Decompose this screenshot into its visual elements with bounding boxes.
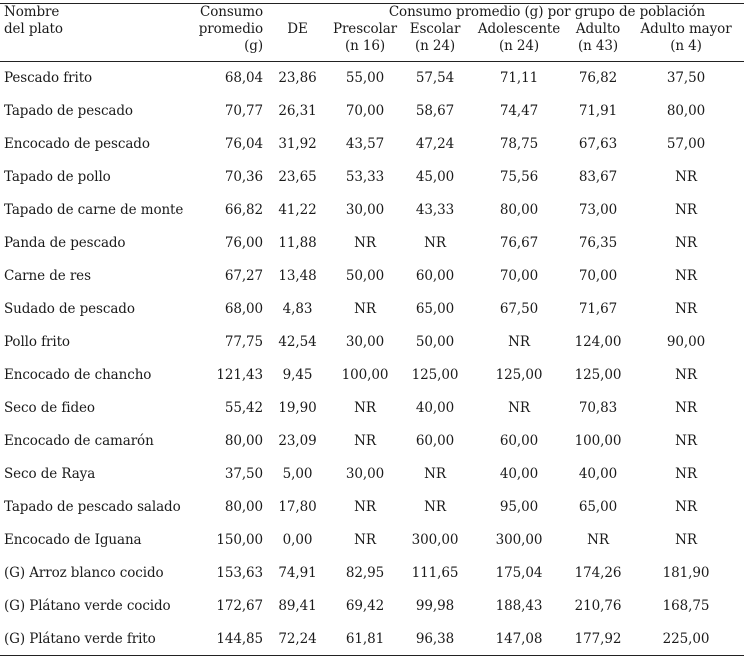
cell-adulto-mayor: NR	[675, 366, 697, 383]
cell-adulto: 71,91	[578, 102, 618, 119]
cell-adolescente: 76,67	[499, 234, 539, 251]
cell-de: 0,00	[282, 531, 313, 548]
header-group-escolar	[400, 21, 470, 62]
cell-de: 31,92	[278, 135, 317, 152]
cell-prescolar: 69,42	[345, 597, 385, 614]
group-n: (n 24)	[498, 38, 540, 54]
cell-dish-name: Tapado de pollo	[4, 168, 111, 185]
cell-consumo-promedio: 150,00	[216, 531, 263, 548]
cell-prescolar: 70,00	[345, 102, 385, 119]
cell-adulto: 174,26	[574, 564, 622, 581]
cell-escolar: 65,00	[415, 300, 455, 317]
cell-escolar: 45,00	[415, 168, 455, 185]
cell-escolar: 111,65	[411, 564, 459, 581]
cell-de: 74,91	[278, 564, 317, 581]
table-body	[0, 62, 744, 656]
cell-adulto: 70,00	[578, 267, 618, 284]
group-label: Adolescente	[477, 21, 561, 37]
cell-de: 17,80	[278, 498, 317, 515]
header-group-adulto	[568, 21, 628, 62]
cell-dish-name: Tapado de pescado	[4, 102, 133, 119]
cell-adulto-mayor: 37,50	[666, 70, 706, 86]
cell-escolar: 58,67	[415, 102, 455, 119]
cell-escolar: 57,54	[415, 70, 455, 86]
header-group-adulto-mayor	[628, 21, 744, 62]
cell-adolescente: 40,00	[499, 465, 539, 482]
cell-consumo-promedio: 121,43	[216, 366, 263, 383]
cell-dish-name: Tapado de carne de monte	[4, 201, 184, 218]
cell-escolar: 300,00	[411, 531, 459, 548]
cell-adulto: 67,63	[578, 135, 618, 152]
table-row	[0, 589, 744, 622]
cell-prescolar: 50,00	[345, 267, 385, 284]
table-row	[0, 391, 744, 424]
cell-de: 41,22	[278, 201, 317, 218]
cell-adulto-mayor: 57,00	[666, 135, 706, 152]
table-row	[0, 490, 744, 523]
cell-adulto: 71,67	[578, 300, 618, 317]
cell-adolescente: 78,75	[499, 135, 539, 152]
cell-escolar: 125,00	[411, 366, 459, 383]
cell-consumo-promedio: 70,36	[224, 168, 263, 185]
group-label: Prescolar	[332, 21, 398, 37]
cell-prescolar: NR	[354, 300, 376, 317]
cell-dish-name: Seco de Raya	[4, 465, 96, 482]
cell-consumo-promedio: 172,67	[216, 597, 263, 614]
cell-adulto: 177,92	[574, 630, 622, 647]
cell-consumo-promedio: 37,50	[224, 465, 263, 482]
table-row	[0, 358, 744, 391]
cell-escolar: NR	[424, 465, 446, 482]
cell-escolar: 99,98	[415, 597, 455, 614]
cell-adulto-mayor: NR	[675, 465, 697, 482]
cell-dish-name: (G) Plátano verde cocido	[4, 597, 171, 614]
consumption-table	[0, 3, 744, 656]
table-row	[0, 325, 744, 358]
cell-adolescente: NR	[508, 333, 530, 350]
cell-prescolar: NR	[354, 432, 376, 449]
table-row	[0, 193, 744, 226]
cell-dish-name: (G) Plátano verde frito	[4, 630, 156, 647]
cell-escolar: 50,00	[415, 333, 455, 350]
cell-de: 11,88	[278, 234, 317, 251]
table-row	[0, 622, 744, 656]
cell-consumo-promedio: 67,27	[224, 267, 263, 284]
table-row	[0, 226, 744, 259]
cell-de: 13,48	[278, 267, 317, 284]
cell-adulto-mayor: NR	[675, 432, 697, 449]
header-de-spacer	[265, 4, 330, 22]
cell-prescolar: NR	[354, 234, 376, 251]
cell-dish-name: Encocado de Iguana	[4, 531, 142, 548]
cell-prescolar: NR	[354, 531, 376, 548]
cell-adulto-mayor: 225,00	[662, 630, 710, 647]
cell-prescolar: 30,00	[345, 465, 385, 482]
group-label: Adulto mayor	[640, 21, 732, 37]
cell-adulto-mayor: NR	[675, 399, 697, 416]
cell-adulto: 40,00	[578, 465, 618, 482]
cell-adulto-mayor: 168,75	[662, 597, 710, 614]
cell-adolescente: 60,00	[499, 432, 539, 449]
cell-adolescente: 95,00	[499, 498, 539, 515]
cell-prescolar: 43,57	[345, 135, 385, 152]
cell-adolescente: 147,08	[495, 630, 543, 647]
cell-adulto: 70,83	[578, 399, 618, 416]
cell-dish-name: Tapado de pescado salado	[4, 498, 181, 515]
cell-prescolar: 82,95	[345, 564, 385, 581]
cell-escolar: 43,33	[415, 201, 455, 218]
cell-adulto-mayor: NR	[675, 498, 697, 515]
cell-adolescente: 300,00	[495, 531, 543, 548]
cell-de: 89,41	[278, 597, 317, 614]
header-consumo-line2: promedio (g)	[198, 21, 263, 54]
cell-adulto: NR	[587, 531, 609, 548]
header-de: DE	[287, 21, 308, 37]
cell-escolar: 60,00	[415, 432, 455, 449]
cell-escolar: 60,00	[415, 267, 455, 284]
cell-consumo-promedio: 76,04	[224, 135, 263, 152]
cell-prescolar: 30,00	[345, 201, 385, 218]
cell-prescolar: 30,00	[345, 333, 385, 350]
cell-adulto: 65,00	[578, 498, 618, 515]
cell-de: 72,24	[278, 630, 317, 647]
cell-prescolar: NR	[354, 498, 376, 515]
cell-adolescente: 80,00	[499, 201, 539, 218]
cell-dish-name: Encocado de camarón	[4, 432, 154, 449]
cell-prescolar: 100,00	[341, 366, 389, 383]
header-consumo-line1: Consumo	[199, 4, 263, 20]
cell-de: 26,31	[278, 102, 317, 119]
cell-consumo-promedio: 68,00	[224, 300, 263, 317]
cell-dish-name: Carne de res	[4, 267, 91, 284]
cell-adolescente: 188,43	[495, 597, 543, 614]
cell-adulto-mayor: NR	[675, 168, 697, 185]
cell-prescolar: NR	[354, 399, 376, 416]
cell-escolar: NR	[424, 234, 446, 251]
cell-dish-name: Encocado de chancho	[4, 366, 152, 383]
group-label: Escolar	[409, 21, 461, 37]
group-n: (n 4)	[670, 38, 702, 54]
cell-prescolar: 55,00	[345, 70, 385, 86]
cell-adolescente: 67,50	[499, 300, 539, 317]
table-row	[0, 160, 744, 193]
table-row	[0, 523, 744, 556]
cell-dish-name: Pollo frito	[4, 333, 70, 350]
cell-adulto-mayor: NR	[675, 300, 697, 317]
cell-prescolar: 61,81	[345, 630, 385, 647]
cell-consumo-promedio: 66,82	[224, 201, 263, 218]
cell-consumo-promedio: 153,63	[216, 564, 263, 581]
cell-de: 23,65	[278, 168, 317, 185]
table-header	[0, 4, 744, 62]
cell-adulto-mayor: 90,00	[666, 333, 706, 350]
table-row	[0, 457, 744, 490]
cell-adolescente: 70,00	[499, 267, 539, 284]
cell-consumo-promedio: 55,42	[224, 399, 263, 416]
header-group-adolescente	[470, 21, 568, 62]
cell-dish-name: Sudado de pescado	[4, 300, 135, 317]
group-n: (n 43)	[577, 38, 619, 54]
cell-adulto-mayor: 181,90	[662, 564, 710, 581]
cell-consumo-promedio: 77,75	[224, 333, 263, 350]
cell-adolescente: 125,00	[495, 366, 543, 383]
cell-adolescente: 75,56	[499, 168, 539, 185]
cell-adulto-mayor: NR	[675, 234, 697, 251]
cell-dish-name: Pescado frito	[4, 70, 93, 86]
header-name-line2: del plato	[4, 21, 63, 37]
cell-dish-name: Encocado de pescado	[4, 135, 150, 152]
table-row	[0, 259, 744, 292]
cell-consumo-promedio: 80,00	[224, 498, 263, 515]
cell-adulto: 73,00	[578, 201, 618, 218]
group-n: (n 24)	[414, 38, 456, 54]
cell-consumo-promedio: 76,00	[224, 234, 263, 251]
cell-dish-name: Seco de fideo	[4, 399, 95, 416]
table-row	[0, 292, 744, 325]
cell-consumo-promedio: 70,77	[224, 102, 263, 119]
cell-adolescente: 175,04	[495, 564, 543, 581]
header-name-line1: Nombre	[4, 4, 60, 20]
cell-adulto: 76,35	[578, 234, 618, 251]
header-group-title: Consumo promedio (g) por grupo de población	[388, 4, 706, 20]
cell-adulto: 125,00	[574, 366, 622, 383]
cell-adulto-mayor: NR	[675, 267, 697, 284]
cell-dish-name: (G) Arroz blanco cocido	[4, 564, 164, 581]
cell-dish-name: Panda de pescado	[4, 234, 126, 251]
cell-adulto: 210,76	[574, 597, 622, 614]
cell-adulto: 83,67	[578, 168, 618, 185]
cell-de: 4,83	[282, 300, 313, 317]
cell-escolar: 96,38	[415, 630, 455, 647]
cell-escolar: NR	[424, 498, 446, 515]
cell-adulto: 100,00	[574, 432, 622, 449]
cell-adulto-mayor: 80,00	[666, 102, 706, 119]
table-row	[0, 424, 744, 457]
cell-consumo-promedio: 80,00	[224, 432, 263, 449]
cell-adulto: 76,82	[578, 70, 618, 86]
cell-escolar: 47,24	[415, 135, 455, 152]
cell-escolar: 40,00	[415, 399, 455, 416]
cell-consumo-promedio: 68,04	[224, 70, 263, 86]
cell-adolescente: NR	[508, 399, 530, 416]
table-row	[0, 556, 744, 589]
group-label: Adulto	[575, 21, 621, 37]
cell-de: 9,45	[282, 366, 313, 383]
cell-adulto-mayor: NR	[675, 531, 697, 548]
group-n: (n 16)	[344, 38, 386, 54]
header-group-prescolar	[330, 21, 400, 62]
cell-de: 19,90	[278, 399, 317, 416]
table-row	[0, 94, 744, 127]
cell-de: 23,09	[278, 432, 317, 449]
cell-consumo-promedio: 144,85	[216, 630, 263, 647]
cell-de: 5,00	[282, 465, 313, 482]
cell-prescolar: 53,33	[345, 168, 385, 185]
cell-adulto: 124,00	[574, 333, 622, 350]
table-row	[0, 127, 744, 160]
cell-adulto-mayor: NR	[675, 201, 697, 218]
cell-adolescente: 71,11	[499, 70, 539, 86]
cell-de: 23,86	[278, 70, 317, 86]
cell-adolescente: 74,47	[499, 102, 539, 119]
cell-de: 42,54	[278, 333, 317, 350]
table-row	[0, 62, 744, 95]
